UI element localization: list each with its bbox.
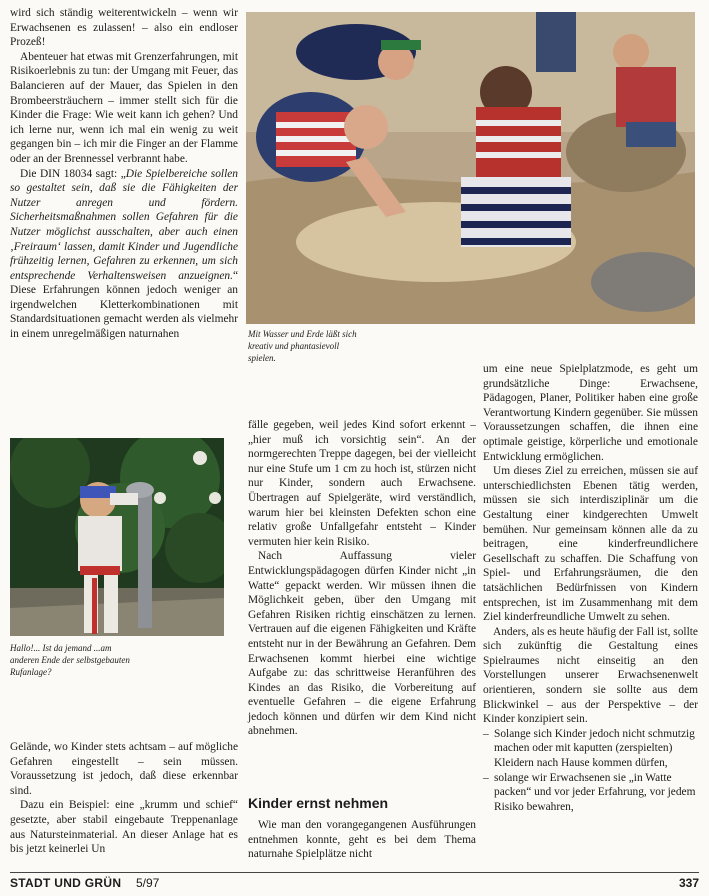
paragraph-din-quote: Die DIN 18034 sagt: „Die Spielbereiche sollen so gestaltet sein, daß sie die Fähigkeiten der Nutzer anregen und fördern. Sicherheitsmaßnahmen sollen Gefahren für die Nutzer möglichst ausschalten, aber auch einen ‚Freiraum‘ lassen, damit Kinder und Jugendliche frühzeitig lernen, Gefahren zu erkennen, um sich entsprechende Verhaltensweisen anzueignen.“ Diese Erfahrungen können jedoch weniger an irgendwelchen Kletterkombinationen mit Standardsituationen gemacht werden als vielmehr in einem unregelmäßigen naturnahen [10,167,238,341]
dash-list [483,727,698,815]
photo-child-speaking-tube [10,438,224,636]
magazine-name: STADT UND GRÜN [10,876,122,890]
issue-number: 5/97 [136,876,160,890]
paragraph: Dazu ein Beispiel: eine „krumm und schief“ gesetzte, aber stabil eingebaute Treppenanlage aus Natursteinmaterial. An dieser Anlage hat es bis jetzt keinerlei Un [10,799,238,856]
photo-caption-left: Hallo!... Ist da jemand ...am anderen Ende der selbstgebauten Rufanlage? [10,643,130,677]
page-number: 337 [678,876,699,890]
subheading: Kinder ernst nehmen [248,795,389,811]
paragraph: fälle gegeben, weil jedes Kind sofort erkennt – „hier muß ich vorsichtig sein“. An der normgerechten Treppe dagegen, bei der vielleicht nur eine Stufe um 1 cm zu hoch ist, stürzen nicht nur Kinder, sondern auch Erwachsene. Übertragen auf Spielgeräte, wird verständlich, warum hier bei kleinsten Defekten schon eine relativ große Unfallgefahr entsteht – Kinder vermuten hier kein Risiko. [248,419,476,548]
list-item: – Solange sich Kinder jedoch nicht schmutzig machen oder mit kaputten (zerspielten) Kleidern nach Hause kommen dürfen, [483,727,698,771]
column-1-continued [10,740,238,857]
paragraph: Abenteuer hat etwas mit Grenzerfahrungen, mit Risikoerlebnis zu tun: der Umgang mit Feuer, das Balancieren auf der Mauer, das Spielen in den Brombeersträuchern – immer stellt sich für die Kinder die Frage: Wie weit kann ich gehen? Und ich lerne nur, wenn ich mal ein wenig zu weit gegangen bin – ich mir die Finger an der Flamme oder an der Brennessel verbrannt habe. [10,50,238,165]
photo-children-sand-water [246,12,695,324]
column-2 [248,418,476,739]
column-1 [10,6,238,342]
paragraph: Gelände, wo Kinder stets achtsam – auf mögliche Gefahren eingestellt – sein müssen. Voraussetzung ist jedoch, daß diese erkennbar sind. [10,741,238,797]
paragraph: Nach Auffassung vieler Entwicklungspädagogen dürfen Kinder nicht „in Watte“ gepackt werden. Wir müssen ihnen die Möglichkeit geben, über den Umgang mit Gefahren Risiken richtig einschätzen zu lernen. Vertrauen auf die eigenen Fähigkeiten und Kräfte entsteht nur in der Bewährung an Gefahren. Dem Erwachsenen kommt hierbei eine wichtige Aufgabe zu: das schrittweise Heranführen des Kindes an das Risiko, die Vorbereitung auf eventuelle Gefahren – die eigene Erfahrung jedoch können und dürfen wir dem Kind nicht abnehmen. [248,550,476,738]
paragraph: Wie man den vorangegangenen Ausführungen entnehmen konnte, geht es bei dem Thema naturnahe Spielplätze nicht [248,819,476,861]
column-2-continued [248,818,476,862]
photo-caption-top: Mit Wasser und Erde läßt sich kreativ und phantasievoll spielen. [248,329,357,363]
din-quote: Die Spielbereiche sollen so gestaltet sein, daß sie die Fähigkeiten der Nutzer anregen und fördern. Sicherheitsmaßnahmen sollen Gefahren für die Nutzer möglichst ausschalten, aber auch einen ‚Freiraum‘ lassen, damit Kinder und Jugendliche frühzeitig lernen, Gefahren zu erkennen, um sich entsprechende Verhaltensweisen anzueignen. [10,167,238,282]
paragraph: wird sich ständig weiterentwickeln – wenn wir Erwachsenen es zulassen! – also ein endloser Prozeß! [10,7,238,49]
list-item: – solange wir Erwachsenen sie „in Watte packen“ und vor jeder Erfahrung, vor jedem Risiko bewahren, [483,771,698,815]
paragraph: Um dieses Ziel zu erreichen, müssen sie auf unterschiedlichsten Ebenen tätig werden, müssen sie sich interdisziplinär um die Gestaltung einer kindgerechten Umwelt bemühen. Nur gemeinsam können alle da zu beitragen, eine kinderfreundlichere Gesellschaft zu schaffen. Die Schaffung von Spiel- und Erfahrungsräumen, die den tatsächlichen Bedürfnissen von Kindern entsprechen, ist im Zusammenhang mit dem Ziel kinderfreundliche Umwelt zu sehen. [483,465,698,624]
paragraph: um eine neue Spielplatzmode, es geht um grundsätzliche Dinge: Erwachsene, Pädagogen, Planer, Politiker haben eine große Verantwortung Kindern gegenüber. Sie müssen Voraussetzungen schaffen, die ihnen eine optimale geistige, körperliche und emotionale Entwicklung ermöglichen. [483,363,698,463]
paragraph: Anders, als es heute häufig der Fall ist, sollte sich zukünftig die Gestaltung eines Spielraumes nicht einseitig an den Vorstellungen unserer Erwachsenenwelt orientieren, sondern sie sollte aus dem Blickwinkel – aus der Perspektive – der Kinder konzipiert sein. [483,625,698,726]
column-3 [483,362,698,814]
page-footer [10,872,699,891]
